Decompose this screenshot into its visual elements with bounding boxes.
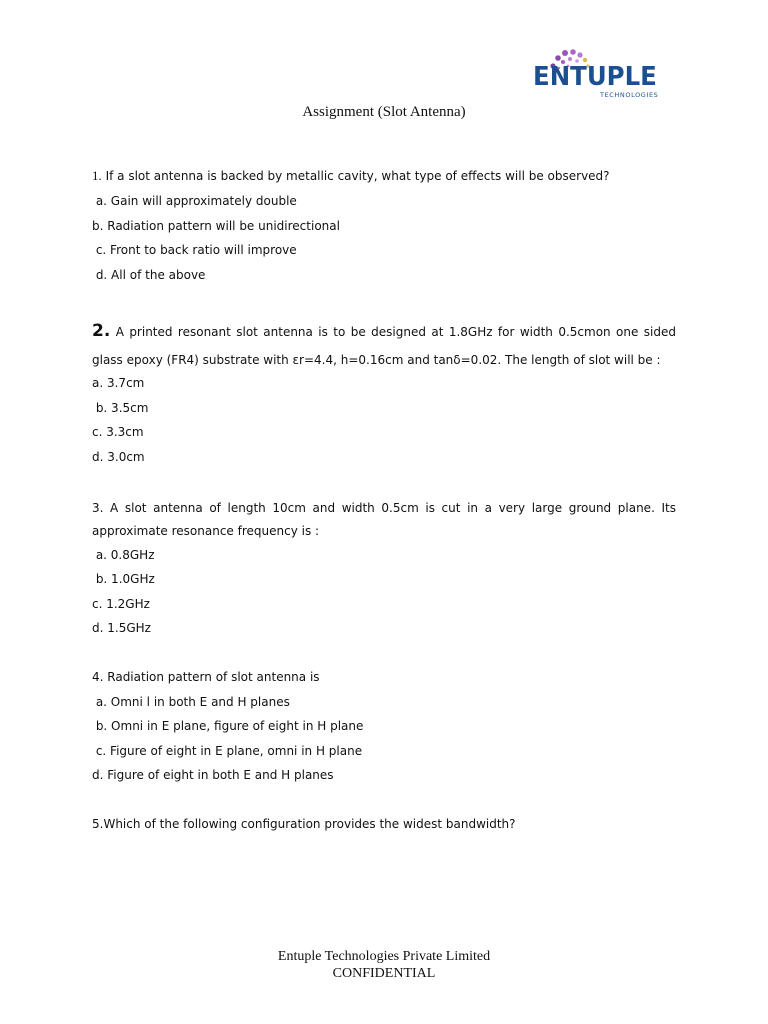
option-4d: d. Figure of eight in both E and H planes — [92, 768, 334, 782]
option-3b: b. 1.0GHz — [92, 572, 155, 586]
option-2a: a. 3.7cm — [92, 376, 145, 390]
option-1c: c. Front to back ratio will improve — [92, 243, 297, 257]
question-1-stem: If a slot antenna is backed by metallic cavity, what type of effects will be observed? — [105, 169, 610, 183]
question-5-text: 5.Which of the following configuration provides the widest bandwidth? — [92, 817, 516, 831]
question-3 — [92, 497, 676, 635]
footer-company: Entuple Technologies Private Limited — [277, 949, 491, 964]
question-1-number: 1. — [92, 168, 102, 183]
question-3-text: 3. A slot antenna of length 10cm and width 0.5cm is cut in a very large ground plane. Its approximate resonance frequency is : — [92, 501, 676, 538]
option-1d: d. All of the above — [92, 268, 206, 282]
logo-wordmark: ENTUPLE — [533, 62, 657, 92]
page-title: Assignment (Slot Antenna) — [302, 104, 466, 120]
option-4a: a. Omni l in both E and H planes — [92, 695, 290, 709]
question-1-text — [92, 168, 676, 184]
option-2b: b. 3.5cm — [92, 401, 149, 415]
option-1a: a. Gain will approximately double — [92, 194, 297, 208]
option-3a: a. 0.8GHz — [92, 548, 155, 562]
option-2d: d. 3.0cm — [92, 450, 145, 464]
question-1 — [92, 168, 676, 282]
option-1b: b. Radiation pattern will be unidirectional — [92, 219, 340, 233]
option-3c: c. 1.2GHz — [92, 597, 150, 611]
question-4-text: 4. Radiation pattern of slot antenna is — [92, 670, 320, 684]
logo-subtitle: TECHNOLOGIES — [600, 91, 659, 99]
footer-confidential: CONFIDENTIAL — [332, 966, 436, 981]
option-2c: c. 3.3cm — [92, 425, 144, 439]
question-2-text — [92, 317, 676, 374]
question-2 — [92, 317, 676, 464]
question-4 — [92, 669, 676, 782]
option-4c: c. Figure of eight in E plane, omni in H plane — [92, 744, 363, 758]
question-2-stem: A printed resonant slot antenna is to be designed at 1.8GHz for width 0.5cmon one sided glass epoxy (FR4) substrate with εr=4.4, h=0.16cm and tanδ=0.02. The length of slot will be : — [92, 325, 676, 367]
option-3d: d. 1.5GHz — [92, 621, 151, 635]
entuple-logo — [532, 46, 662, 106]
question-5 — [92, 816, 676, 832]
option-4b: b. Omni in E plane, figure of eight in H plane — [92, 719, 364, 733]
question-2-number: 2. — [92, 321, 111, 341]
